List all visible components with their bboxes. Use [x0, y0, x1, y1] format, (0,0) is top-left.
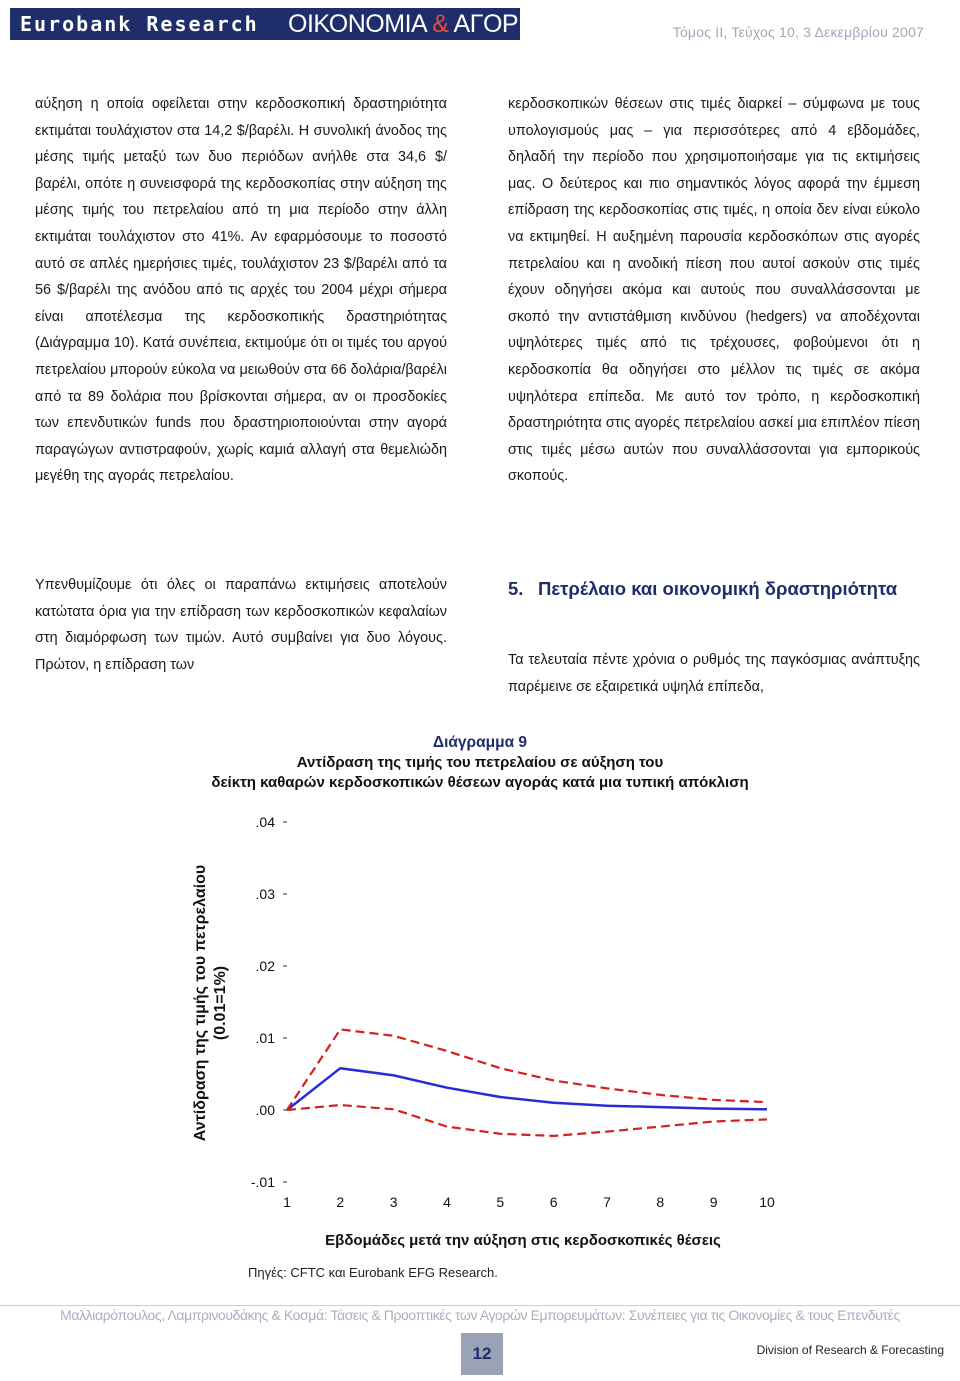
section-title-amp: & — [432, 10, 449, 38]
lower-band-line — [287, 1105, 767, 1136]
x-tick-label: 9 — [709, 1194, 718, 1210]
figure-number: Διάγραμμα 9 — [432, 734, 528, 751]
y-axis-label-line2: (0.01=1%) — [212, 965, 229, 1041]
x-tick-label: 8 — [656, 1194, 665, 1210]
x-tick-label: 10 — [759, 1194, 775, 1210]
left-column-para1 — [35, 91, 447, 490]
section-number: 5. — [508, 578, 524, 599]
right-paragraph-1: κερδοσκοπικών θέσεων στις τιμές διαρκεί – σύμφωνα με τους υπολογισμούς μας – για περισσότερες από 4 εβδομάδες, δηλαδή την περίοδο που χρησιμοποιήσαμε για τις εκτιμήσεις μας. Ο δεύτερος και πιο σημαντικός λόγος αφορά την έμμεση επίδραση της κερδοσκοπίας στις τιμές, η οποία δεν είναι εύκολο να εκτιμηθεί. Η αυξημένη παρουσία κερδοσκόπων στις αγορές πετρελαίου και η ανοδική πίεση που αυτοί ασκούν στις τιμές έχουν οδηγήσει ακόμα και αυτούς που συναλλάσσονται με σκοπό την αντιστάθμιση κινδύνου (hedgers) να αποδέχονται υψηλότερες τιμές από τις τρέχουσες, φοβούμενοι ότι η κερδοσκοπία θα οδηγήσει στο μέλλον τις τιμές σε ακόμα υψηλότερα επίπεδα. Με αυτό τον τρόπο, η κερδοσκοπική δραστηριότητα στις αγορές πετρελαίου ασκεί μια επιπλέον πίεση στις τιμές μέσω αυτών που συναλλάσσονται για εμπορικούς σκοπούς. — [508, 96, 920, 485]
x-tick-label: 2 — [336, 1194, 345, 1210]
y-tick-label: .00 — [255, 1102, 275, 1118]
footer-divider — [0, 1305, 960, 1306]
footer-text: Μαλλιαρόπουλος, Λαμπρινουδάκης & Κοσμά: Τάσεις & Προοπτικές των Αγορών Εμπορευμάτων: Συνέπειες για τις Οικονομίες & τους Επενδυτές — [60, 1307, 900, 1323]
page-header — [0, 0, 960, 50]
response-line — [287, 1068, 767, 1110]
section-title-part1: ΟΙΚΟΝΟΜΙΑ — [288, 10, 433, 38]
figure-title-line2: δείκτη καθαρών κερδοσκοπικών θέσεων αγοράς κατά μια τυπική απόκλιση — [211, 774, 749, 791]
y-tick-label: .01 — [255, 1030, 275, 1046]
figure-title-line1: Αντίδραση της τιμής του πετρελαίου σε αύξηση του — [296, 754, 664, 771]
section-heading — [508, 577, 920, 601]
left-column-para2 — [35, 572, 447, 678]
x-tick-label: 4 — [443, 1194, 451, 1210]
section-title-part2: ΑΓΟΡΕΣ — [448, 10, 550, 38]
left-paragraph-1: αύξηση η οποία οφείλεται στην κερδοσκοπική δραστηριότητα εκτιμάται τουλάχιστον στα 14,2 $/βαρέλι. Η συνολική άνοδος της μέσης τιμής μεταξύ των δυο περιόδων ανήλθε στα 34,6 $/βαρέλι, οπότε η συνεισφορά της κερδοσκοπίας στην αύξηση της μέσης τιμής του πετρελαίου από τη μια περίοδο στην άλλη εκτιμάται τουλάχιστον στο 41%. Αν εφαρμόσουμε το ποσοστό αυτό σε απλές ημερήσιες τιμές, τουλάχιστον 23 $/βαρέλι από τα 56 $/βαρέλι της ανόδου από τις αρχές του 2004 μέχρι σήμερα είναι αποτέλεσμα της κερδοσκοπικής δραστηριότητας (Διάγραμμα 10). Κατά συνέπεια, εκτιμούμε ότι οι τιμές του αργού πετρελαίου μπορούν εύκολα να μειωθούν στα 66 δολάρια/βαρέλι από τα 89 δολάρια που βρίσκονται σήμερα, αν οι προσδοκίες των επενδυτικών funds που δραστηριοποιούνται στην αγορά παραγώγων αντιστραφούν, χωρίς καμιά αλλαγή στα θεμελιώδη μεγέθη της αγοράς πετρελαίου. — [35, 96, 447, 485]
x-tick-label: 6 — [549, 1194, 558, 1210]
y-axis-label-line1: Αντίδραση της τιμής του πετρελαίου — [192, 864, 209, 1142]
right-paragraph-2: Τα τελευταία πέντε χρόνια ο ρυθμός της παγκόσμιας ανάπτυξης παρέμεινε σε εξαιρετικά υψηλά επίπεδα, — [508, 652, 920, 695]
chart-plot-area — [251, 814, 775, 1210]
figure-source: Πηγές: CFTC και Eurobank EFG Research. — [248, 1265, 498, 1280]
right-column-para2 — [508, 647, 920, 700]
line-chart — [0, 800, 960, 1260]
y-tick-label: -.01 — [250, 1174, 275, 1190]
division-name: Division of Research & Forecasting — [756, 1343, 944, 1357]
right-column-para1 — [508, 91, 920, 490]
y-tick-label: .03 — [255, 886, 275, 902]
x-axis-label: Εβδομάδες μετά την αύξηση στις κερδοσκοπικές θέσεις — [325, 1232, 721, 1249]
issue-info: Τόμος ΙΙ, Τεύχος 10, 3 Δεκεμβρίου 2007 — [672, 24, 924, 40]
left-paragraph-2: Υπενθυμίζουμε ότι όλες οι παραπάνω εκτιμήσεις αποτελούν κατώτατα όρια για την επίδραση των κερδοσκοπικών κεφαλαίων στη διαμόρφωση των τιμών. Αυτό συμβαίνει για δυο λόγους. Πρώτον, η επίδραση των — [35, 577, 447, 673]
page-number: 12 — [461, 1333, 503, 1375]
section-banner — [280, 8, 550, 40]
brand-logo: Eurobank Research — [10, 8, 280, 40]
x-tick-label: 1 — [283, 1194, 291, 1210]
x-tick-label: 3 — [389, 1194, 398, 1210]
x-tick-label: 5 — [496, 1194, 505, 1210]
y-tick-label: .02 — [255, 958, 275, 974]
section-title: Πετρέλαιο και οικονομική δραστηριότητα — [538, 578, 898, 599]
y-tick-label: .04 — [255, 814, 275, 830]
x-tick-label: 7 — [603, 1194, 611, 1210]
